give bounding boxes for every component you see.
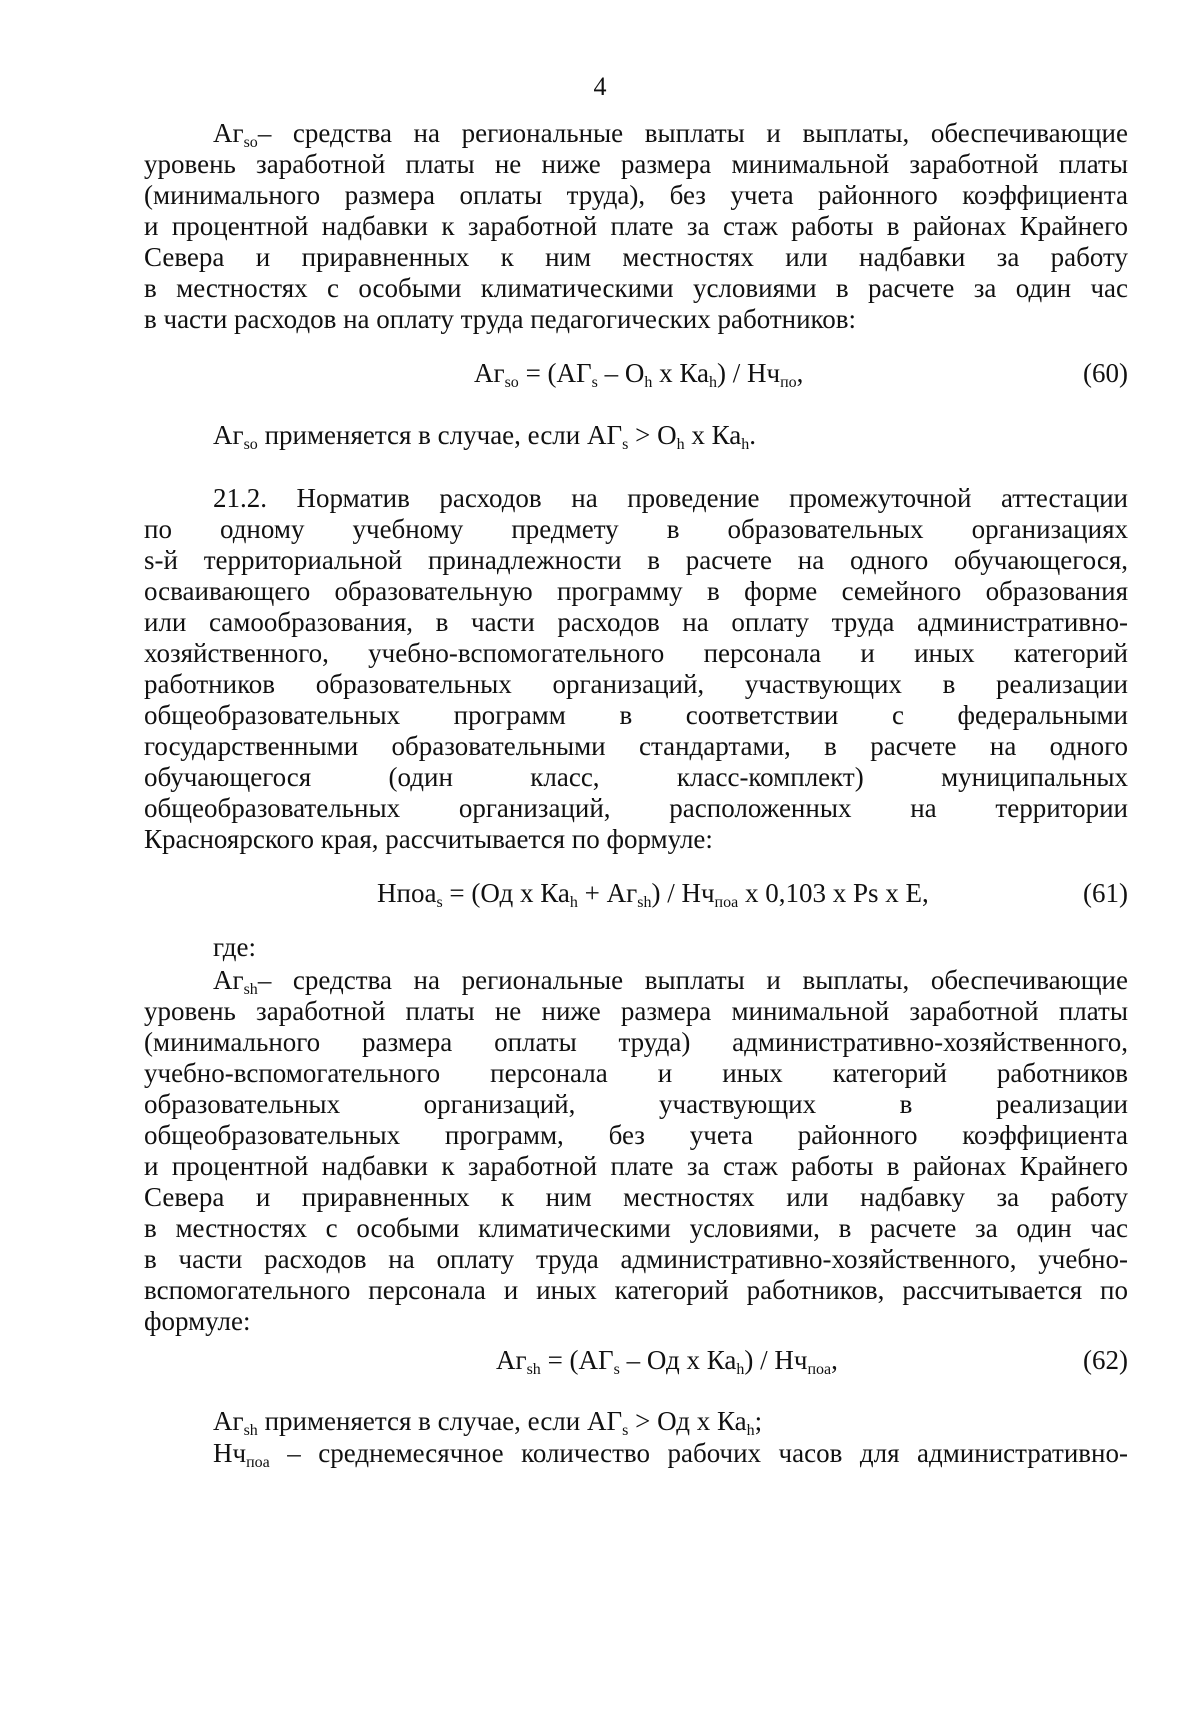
para-1-line-1: $Аг_{so}-$ средства на региональные выплаты и выплаты, обеспечивающие [213, 118, 1128, 151]
para-3-line-7: и процентной надбавки к заработной плате за стаж работы в районах Крайнего [144, 1151, 1128, 1181]
para-2-line-9: государственными образовательными стандартами, в расчете на одного [144, 731, 1128, 761]
formula-60: $Аг_{so} = (АГ_s - O_h$ x $Ка_h) / Нч_{по}$, [474, 358, 804, 391]
para-1-line-3: (минимального размера оплаты труда), без учета районного коэффициента [144, 180, 1128, 210]
condition-62: $Аг_{sh}$ применяется в случае, если $АГ_s$ > Од x $Ка_h$; [213, 1406, 763, 1439]
para-1-line-4: и процентной надбавки к заработной плате за стаж работы в районах Крайнего [144, 211, 1128, 241]
para-3-line-3: (минимального размера оплаты труда) административно-хозяйственного, [144, 1027, 1128, 1057]
para-2-line-6: хозяйственного, учебно-вспомогательного персонала и иных категорий [144, 638, 1128, 668]
para-3-line-2: уровень заработной платы не ниже размера минимальной заработной платы [144, 996, 1128, 1026]
para-2-line-12: Красноярского края, рассчитывается по формуле: [144, 824, 713, 854]
para-2-line-11: общеобразовательных организаций, расположенных на территории [144, 793, 1128, 823]
para-3-line-8: Севера и приравненных к ним местностях или надбавку за работу [144, 1182, 1128, 1212]
where-label: где: [213, 932, 256, 962]
para-3-line-12: формуле: [144, 1306, 251, 1336]
para-1-line-7: в части расходов на оплату труда педагогических работников: [144, 304, 857, 334]
para-3-line-6: общеобразовательных программ, без учета районного коэффициента [144, 1120, 1128, 1150]
page-number: 4 [593, 72, 607, 101]
formula-61-number: (61) [1083, 878, 1128, 908]
para-2-line-3: s-й территориальной принадлежности в расчете на одного обучающегося, [144, 545, 1128, 575]
para-3-line-9: в местностях с особыми климатическими условиями, в расчете за один час [144, 1213, 1128, 1243]
para-2-line-4: осваивающего образовательную программу в форме семейного образования [144, 576, 1128, 606]
para-2-line-7: работников образовательных организаций, участвующих в реализации [144, 669, 1128, 699]
condition-60: $Аг_{so}$ применяется в случае, если $АГ_s > O_h$ x $Ка_h$. [213, 420, 756, 453]
term-ar-sh: $Аг_{sh}$ [213, 965, 258, 998]
hch-poa-definition-line: $Нч_{поа}$ – среднемесячное количество рабочих часов для административно- [213, 1438, 1128, 1471]
para-3-line-10: в части расходов на оплату труда административно-хозяйственного, учебно- [144, 1244, 1128, 1274]
para-3-line-11: вспомогательного персонала и иных категорий работников, рассчитывается по [144, 1275, 1128, 1305]
formula-62: $Аг_{sh} = (АГ_s$ – Од x $Ка_h) / Нч_{поа}$, [496, 1345, 838, 1378]
para-2-line-10: обучающегося (один класс, класс-комплект) муниципальных [144, 762, 1128, 792]
para-2-line-1: 21.2. Норматив расходов на проведение промежуточной аттестации [213, 483, 1128, 513]
para-2-line-8: общеобразовательных программ в соответствии с федеральными [144, 700, 1128, 730]
para-3-line-4: учебно-вспомогательного персонала и иных категорий работников [144, 1058, 1128, 1088]
formula-61: Нпоа$_s$ = (Од x $Ка_h + Аг_{sh}) / Нч_{поа}$ x 0,103 x Ps x E, [377, 878, 929, 911]
para-1-line-2: уровень заработной платы не ниже размера минимальной заработной платы [144, 149, 1128, 179]
para-1-line-6: в местностях с особыми климатическими условиями в расчете за один час [144, 273, 1128, 303]
para-2-line-5: или самообразования, в части расходов на оплату труда административно- [144, 607, 1128, 637]
term-ar-so: $Аг_{so}$ [213, 118, 258, 151]
formula-60-number: (60) [1083, 358, 1128, 388]
para-3-line-1: $Аг_{sh}-$ средства на региональные выплаты и выплаты, обеспечивающие [213, 965, 1128, 998]
para-3-line-5: образовательных организаций, участвующих в реализации [144, 1089, 1128, 1119]
para-2-line-2: по одному учебному предмету в образовательных организациях [144, 514, 1128, 544]
term-hch-poa: $Нч_{поа}$ [213, 1438, 270, 1471]
para-1-line-5: Севера и приравненных к ним местностях или надбавки за работу [144, 242, 1128, 272]
formula-62-number: (62) [1083, 1345, 1128, 1375]
